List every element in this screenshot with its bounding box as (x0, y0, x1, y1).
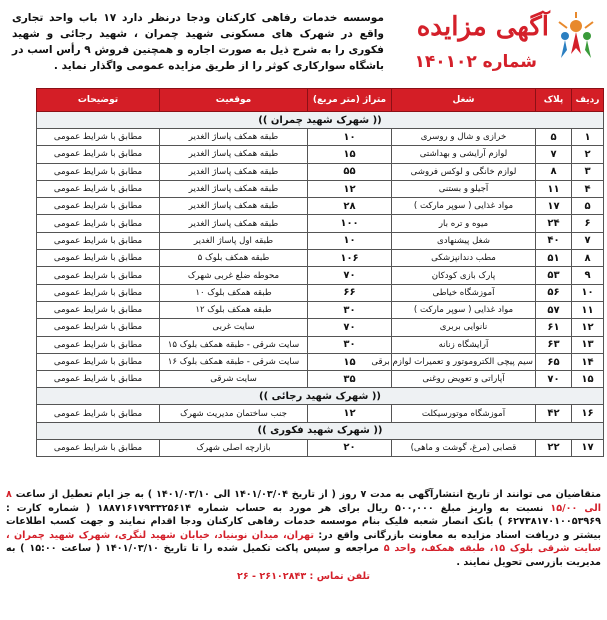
cell-radif: ۵ (572, 198, 604, 215)
cell-metraj: ۱۰ (308, 129, 392, 146)
cell-tozihat: مطابق با شرایط عمومی (37, 215, 160, 232)
cell-pelak: ۴۲ (536, 405, 572, 422)
cell-mogheiat: طبقه همکف پاساژ الغدیر (160, 146, 308, 163)
col-mogheiat: موقعیت (160, 89, 308, 112)
footer-p1: متقاضیان می توانند از تاریخ انتشارآگهی به مدت ۷ روز ( از تاریخ ۱۴۰۱/۰۳/۰۴ الی ۱۴۰۱/۰۳/۱۰ ) به جز ایام تعطیل از ساعت (15, 489, 602, 500)
table-row (37, 215, 604, 232)
cell-tozihat: مطابق با شرایط عمومی (37, 301, 160, 318)
cell-mogheiat: سایت شرقی - طبقه همکف بلوک ۱۵ (160, 336, 308, 353)
cell-radif: ۱۱ (572, 301, 604, 318)
cell-radif: ۴ (572, 180, 604, 197)
cell-mogheiat: طبقه همکف پاساژ الغدیر (160, 180, 308, 197)
table-row (37, 336, 604, 353)
cell-metraj: ۷۰ (308, 267, 392, 284)
cell-metraj: ۱۰۰ (308, 215, 392, 232)
cell-tozihat: مطابق با شرایط عمومی (37, 198, 160, 215)
cell-pelak: ۵ (536, 129, 572, 146)
cell-metraj: ۳۰ (308, 336, 392, 353)
section-title: (( شهرک شهید فکوری )) (37, 422, 604, 439)
cell-pelak: ۶۳ (536, 336, 572, 353)
cell-pelak: ۷۰ (536, 371, 572, 388)
table-row (37, 371, 604, 388)
cell-radif: ۳ (572, 163, 604, 180)
cell-pelak: ۴۰ (536, 232, 572, 249)
cell-shoghl: مواد غذایی ( سوپر مارکت ) (392, 301, 536, 318)
cell-radif: ۷ (572, 232, 604, 249)
table-row (37, 301, 604, 318)
cell-tozihat: مطابق با شرایط عمومی (37, 336, 160, 353)
cell-mogheiat: طبقه همکف پاساژ الغدیر (160, 129, 308, 146)
cell-shoghl: آجیلو و بستنی (392, 180, 536, 197)
cell-mogheiat: طبقه همکف بلوک ۱۰ (160, 284, 308, 301)
cell-mogheiat: جنب ساختمان مدیریت شهرک (160, 405, 308, 422)
ad-footer (6, 488, 601, 583)
cell-shoghl: آرایشگاه زنانه (392, 336, 536, 353)
cell-metraj: ۲۰ (308, 439, 392, 456)
cell-tozihat: مطابق با شرایط عمومی (37, 284, 160, 301)
cell-metraj: ۱۲ (308, 405, 392, 422)
table-row (37, 198, 604, 215)
footer-address: تهران، میدان نوبنیاد، خیابان شهید لنگری، شهرک شهید چمران ، سایت شرقی بلوک ۱۵، طبقه همکف، واحد ۵ (6, 529, 601, 555)
table-row (37, 353, 604, 370)
cell-metraj: ۶۶ (308, 284, 392, 301)
cell-tozihat: مطابق با شرایط عمومی (37, 163, 160, 180)
cell-tozihat: مطابق با شرایط عمومی (37, 353, 160, 370)
cell-shoghl: مواد غذایی ( سوپر مارکت ) (392, 198, 536, 215)
table-row (37, 319, 604, 336)
intro-text: درنظر دارد ۱۷ باب واحد تجاری واقع در شهرک های مسکونی شهید چمران ، شهید رجائی و شهید فکوری را به شرح ذیل به صورت اجاره و همچنین فروش ۹ رأس اسب در باشگاه سوارکاری کوثر را از طریق مزایده عمومی واگذار نماید . (12, 12, 384, 72)
cell-pelak: ۶۱ (536, 319, 572, 336)
cell-radif: ۱ (572, 129, 604, 146)
cell-pelak: ۶۵ (536, 353, 572, 370)
cell-tozihat: مطابق با شرایط عمومی (37, 232, 160, 249)
col-pelak: پلاک (536, 89, 572, 112)
table-row (37, 180, 604, 197)
table-row (37, 232, 604, 249)
cell-shoghl: سیم پیچی الکتروموتور و تعمیرات لوازم برقی (392, 353, 536, 370)
cell-shoghl: قصابی (مرغ، گوشت و ماهی) (392, 439, 536, 456)
cell-pelak: ۸ (536, 163, 572, 180)
cell-radif: ۱۵ (572, 371, 604, 388)
cell-mogheiat: سایت شرقی - طبقه همکف بلوک ۱۶ (160, 353, 308, 370)
cell-mogheiat: محوطه ضلع غربی شهرک (160, 267, 308, 284)
cell-metraj: ۲۸ (308, 198, 392, 215)
footer-p2: نسبت به واریز مبلغ ۵۰۰,۰۰۰ ریال برای هر مورد به حساب شماره ۱۸۸۷۱۶۱۷۹۳۳۲۵۶۱۴ ( شماره کارت : ۶۲۷۳۸۱۷۰۱۰۰۵۳۹۶۹ ) بانک انصار شعبه فلیک بنام موسسه خدمات رفاهی کارکنان ودجا اقدام نمایند و جهت کسب اطلاعات بیشتر و دریافت اسناد مزایده به معاونت بازرگانی واقع در: (6, 502, 601, 541)
cell-mogheiat: طبقه اول پاساژ الغدیر (160, 232, 308, 249)
cell-mogheiat: طبقه همکف بلوک ۱۲ (160, 301, 308, 318)
table-row (37, 405, 604, 422)
cell-shoghl: لوازم خانگی و لوکس فروشی (392, 163, 536, 180)
cell-metraj: ۳۰ (308, 301, 392, 318)
cell-shoghl: لوازم آرایشی و بهداشتی (392, 146, 536, 163)
cell-radif: ۶ (572, 215, 604, 232)
cell-tozihat: مطابق با شرایط عمومی (37, 439, 160, 456)
cell-radif: ۹ (572, 267, 604, 284)
cell-radif: ۲ (572, 146, 604, 163)
cell-mogheiat: سایت شرقی (160, 371, 308, 388)
cell-radif: ۱۴ (572, 353, 604, 370)
cell-tozihat: مطابق با شرایط عمومی (37, 129, 160, 146)
org-logo-icon (553, 8, 599, 66)
cell-radif: ۸ (572, 250, 604, 267)
ad-number: شماره ۱۴۰۱۰۲ (414, 52, 537, 72)
cell-mogheiat: طبقه همکف پاساژ الغدیر (160, 163, 308, 180)
auction-table (36, 88, 604, 457)
table-row (37, 250, 604, 267)
cell-mogheiat: بازارچه اصلی شهرک (160, 439, 308, 456)
footer-hours: ۸ الی ۱۵/۰۰ (6, 489, 601, 514)
table-row (37, 267, 604, 284)
cell-metraj: ۱۵ (308, 353, 392, 370)
cell-metraj: ۱۵ (308, 146, 392, 163)
table-header-row (37, 89, 604, 112)
cell-metraj: ۱۰۶ (308, 250, 392, 267)
cell-shoghl: آموزشگاه موتورسیکلت (392, 405, 536, 422)
cell-shoghl: پارک بازی کودکان (392, 267, 536, 284)
cell-tozihat: مطابق با شرایط عمومی (37, 146, 160, 163)
table-row (37, 163, 604, 180)
cell-radif: ۱۶ (572, 405, 604, 422)
cell-radif: ۱۷ (572, 439, 604, 456)
cell-tozihat: مطابق با شرایط عمومی (37, 405, 160, 422)
cell-shoghl: میوه و تره بار (392, 215, 536, 232)
cell-tozihat: مطابق با شرایط عمومی (37, 180, 160, 197)
cell-metraj: ۱۰ (308, 232, 392, 249)
table-row (37, 146, 604, 163)
col-tozihat: توضیحات (37, 89, 160, 112)
ad-title: آگهی مزایده (416, 12, 549, 42)
col-radif: ردیف (572, 89, 604, 112)
cell-tozihat: مطابق با شرایط عمومی (37, 319, 160, 336)
cell-metraj: ۷۰ (308, 319, 392, 336)
cell-metraj: ۳۵ (308, 371, 392, 388)
cell-tozihat: مطابق با شرایط عمومی (37, 267, 160, 284)
cell-mogheiat: سایت غربی (160, 319, 308, 336)
footer-p3: مراجعه و سپس پاکت تکمیل شده را تا تاریخ ۱۴۰۱/۰۳/۱۰ ( ساعت ۱۵:۰۰ ) به مدیریت بازرسی تحویل نمایند . (6, 543, 601, 568)
section-row (37, 388, 604, 405)
section-row (37, 112, 604, 129)
cell-radif: ۱۰ (572, 284, 604, 301)
cell-shoghl: نانوایی بربری (392, 319, 536, 336)
cell-mogheiat: طبقه همکف بلوک ۵ (160, 250, 308, 267)
cell-radif: ۱۲ (572, 319, 604, 336)
cell-shoghl: مطب دندانپزشکی (392, 250, 536, 267)
cell-radif: ۱۳ (572, 336, 604, 353)
table-row (37, 129, 604, 146)
table-body (37, 112, 604, 457)
cell-mogheiat: طبقه همکف پاساژ الغدیر (160, 215, 308, 232)
section-row (37, 422, 604, 439)
cell-pelak: ۲۲ (536, 439, 572, 456)
table-row (37, 284, 604, 301)
cell-tozihat: مطابق با شرایط عمومی (37, 371, 160, 388)
cell-shoghl: خرازی و شال و روسری (392, 129, 536, 146)
ad-intro (12, 10, 384, 74)
cell-pelak: ۷ (536, 146, 572, 163)
cell-metraj: ۱۲ (308, 180, 392, 197)
cell-pelak: ۵۷ (536, 301, 572, 318)
table-row (37, 439, 604, 456)
cell-pelak: ۱۱ (536, 180, 572, 197)
ad-header (6, 6, 601, 86)
cell-pelak: ۵۱ (536, 250, 572, 267)
cell-shoghl: شغل پیشنهادی (392, 232, 536, 249)
cell-pelak: ۱۷ (536, 198, 572, 215)
footer-phone: تلفن تماس : ۲۶۱۰۲۸۴۳ - ۲۶ (236, 570, 371, 582)
cell-shoghl: آموزشگاه خیاطی (392, 284, 536, 301)
col-shoghl: شغل (392, 89, 536, 112)
cell-metraj: ۵۵ (308, 163, 392, 180)
cell-pelak: ۲۴ (536, 215, 572, 232)
intro-org: موسسه خدمات رفاهی کارکنان ودجا (186, 12, 384, 24)
section-title: (( شهرک شهید رجائی )) (37, 388, 604, 405)
col-metraj: متراژ (متر مربع) (308, 89, 392, 112)
cell-pelak: ۵۳ (536, 267, 572, 284)
cell-mogheiat: طبقه همکف پاساژ الغدیر (160, 198, 308, 215)
cell-pelak: ۵۶ (536, 284, 572, 301)
cell-shoghl: آپاراتی و تعویض روغنی (392, 371, 536, 388)
section-title: (( شهرک شهید چمران )) (37, 112, 604, 129)
cell-tozihat: مطابق با شرایط عمومی (37, 250, 160, 267)
